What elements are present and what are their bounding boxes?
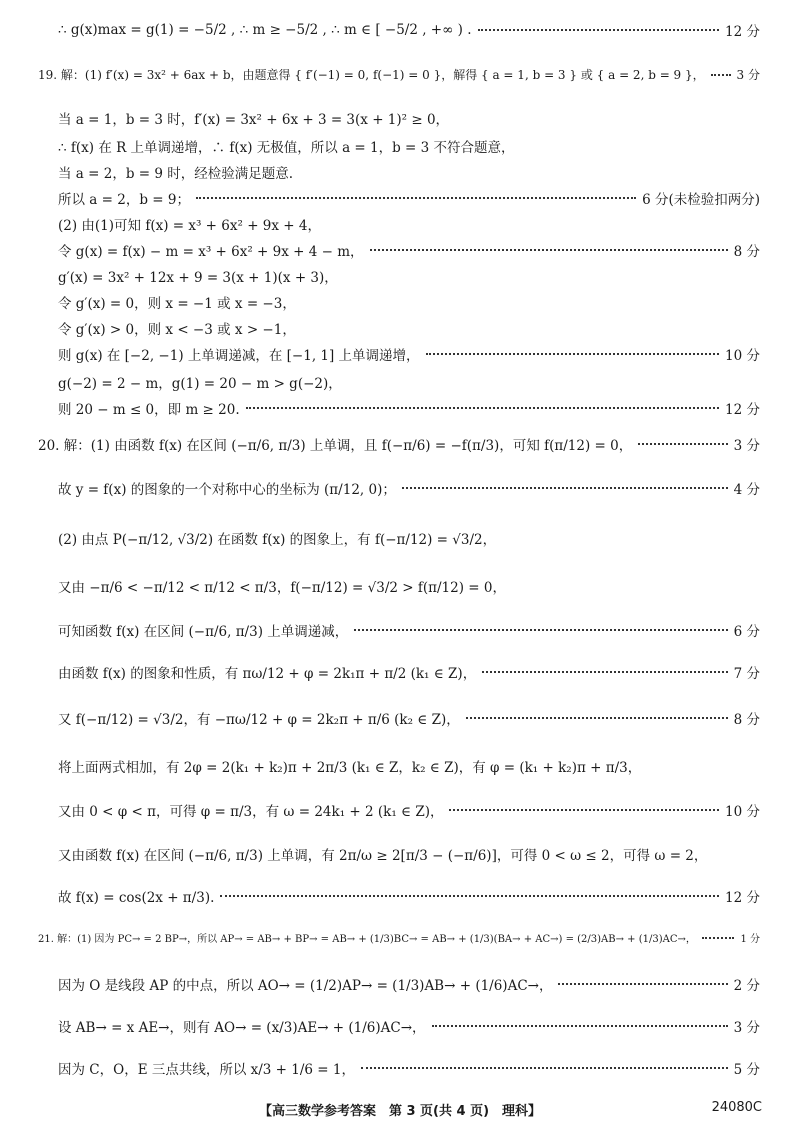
- answer-line: [58, 162, 760, 182]
- line-text: g′(x) = 3x² + 12x + 9 = 3(x + 1)(x + 3)，: [58, 270, 338, 286]
- leader-dots: [482, 671, 727, 673]
- line-text: 故 f(x) = cos(2x + π/3).: [58, 890, 215, 906]
- score-label: 6 分(未检验扣两分): [642, 192, 760, 208]
- answer-line: [58, 620, 760, 640]
- answer-line: [58, 708, 760, 728]
- answer-line: [58, 292, 760, 312]
- leader-dots: [638, 443, 727, 445]
- score-label: 12 分: [725, 402, 760, 418]
- answer-line: [58, 398, 760, 418]
- footer-code: 24080C: [711, 1100, 762, 1115]
- leader-dots: [402, 487, 728, 489]
- score-label: 3 分: [733, 438, 760, 454]
- answer-line: [58, 756, 760, 776]
- score-label: 4 分: [733, 482, 760, 498]
- score-label: 8 分: [733, 244, 760, 260]
- score-label: 5 分: [733, 1062, 760, 1078]
- line-text: 故 y = f(x) 的图象的一个对称中心的坐标为 (π/12, 0)；: [58, 482, 396, 498]
- answer-line: [58, 318, 760, 338]
- leader-dots: [370, 249, 728, 251]
- line-text: 可知函数 f(x) 在区间 (−π/6, π/3) 上单调递减，: [58, 624, 349, 640]
- answer-line: [58, 372, 760, 392]
- score-label: 3 分: [736, 68, 760, 82]
- line-text: 又由 0 < φ < π，可得 φ = π/3，有 ω = 24k₁ + 2 (k₁ ∈ Z)，: [58, 804, 444, 820]
- line-text: 则 20 − m ≤ 0，即 m ≥ 20.: [58, 402, 240, 418]
- line-text: (2) 由点 P(−π/12, √3/2) 在函数 f(x) 的图象上，有 f(−π/12) = √3/2，: [58, 532, 497, 548]
- leader-dots: [466, 717, 728, 719]
- leader-dots: [449, 809, 719, 811]
- answer-line: [58, 266, 760, 286]
- line-text: 则 g(x) 在 [−2, −1) 上单调递减，在 [−1, 1] 上单调递增，: [58, 348, 420, 364]
- answer-line: [58, 1016, 760, 1036]
- line-text: 又由 −π/6 < −π/12 < π/12 < π/3，f(−π/12) = √3/2 > f(π/12) = 0，: [58, 580, 506, 596]
- answer-line: [38, 66, 760, 83]
- leader-dots: [558, 983, 727, 985]
- line-text: 令 g′(x) = 0，则 x = −1 或 x = −3，: [58, 296, 296, 312]
- page-footer: [0, 1100, 800, 1120]
- answer-line: [58, 240, 760, 260]
- leader-dots: [361, 1067, 728, 1069]
- answer-line: [58, 662, 760, 682]
- line-text: 令 g′(x) > 0，则 x < −3 或 x > −1，: [58, 322, 296, 338]
- leader-dots: [246, 407, 719, 409]
- leader-dots: [220, 895, 719, 897]
- line-text: 因为 C，O，E 三点共线，所以 x/3 + 1/6 = 1，: [58, 1062, 355, 1078]
- answer-line: [58, 478, 760, 498]
- answer-line: [58, 1058, 760, 1078]
- answer-line: [58, 188, 760, 208]
- answer-line: [58, 800, 760, 820]
- answer-line: [58, 214, 760, 234]
- score-label: 7 分: [733, 666, 760, 682]
- answer-line: [58, 136, 760, 156]
- answer-line: [58, 576, 760, 596]
- answer-line: [58, 974, 760, 994]
- score-label: 12 分: [725, 24, 760, 40]
- line-text: (2) 由(1)可知 f(x) = x³ + 6x² + 9x + 4，: [58, 218, 321, 234]
- score-label: 3 分: [733, 1020, 760, 1036]
- score-label: 10 分: [725, 804, 760, 820]
- line-text: 设 AB→ = x AE→，则有 AO→ = (x/3)AE→ + (1/6)AC→，: [58, 1020, 426, 1036]
- answer-line: [38, 434, 760, 454]
- answer-line: [58, 886, 760, 906]
- line-text: 又 f(−π/12) = √3/2，有 −πω/12 + φ = 2k₂π + π/6 (k₂ ∈ Z)，: [58, 712, 460, 728]
- leader-dots: [426, 353, 719, 355]
- line-text: 将上面两式相加，有 2φ = 2(k₁ + k₂)π + 2π/3 (k₁ ∈ Z，k₂ ∈ Z)，有 φ = (k₁ + k₂)π + π/3，: [58, 760, 642, 776]
- score-label: 8 分: [733, 712, 760, 728]
- score-label: 2 分: [733, 978, 760, 994]
- line-text: 20. 解：(1) 由函数 f(x) 在区间 (−π/6, π/3) 上单调，且 f(−π/6) = −f(π/3)，可知 f(π/12) = 0，: [38, 438, 633, 454]
- line-text: 19. 解：(1) f′(x) = 3x² + 6ax + b，由题意得 { f′(−1) = 0, f(−1) = 0 }，解得 { a = 1, b = 3 } 或 { a = 2, b = 9 }，: [38, 68, 705, 82]
- leader-dots: [196, 197, 636, 199]
- line-text: 因为 O 是线段 AP 的中点，所以 AO→ = (1/2)AP→ = (1/3)AB→ + (1/6)AC→，: [58, 978, 553, 994]
- score-label: 6 分: [733, 624, 760, 640]
- line-text: 又由函数 f(x) 在区间 (−π/6, π/3) 上单调，有 2π/ω ≥ 2[π/3 − (−π/6)]，可得 0 < ω ≤ 2，可得 ω = 2，: [58, 848, 708, 864]
- answer-line: [58, 528, 760, 548]
- line-text: 令 g(x) = f(x) − m = x³ + 6x² + 9x + 4 − m，: [58, 244, 364, 260]
- leader-dots: [432, 1025, 728, 1027]
- answer-line: [58, 108, 760, 128]
- answer-line: [58, 344, 760, 364]
- leader-dots: [711, 74, 731, 76]
- leader-dots: [478, 29, 720, 31]
- line-text: 当 a = 2，b = 9 时，经检验满足题意.: [58, 166, 294, 182]
- footer-title: 【高三数学参考答案 第 3 页(共 4 页) 理科】: [258, 1104, 542, 1119]
- line-text: 由函数 f(x) 的图象和性质，有 πω/12 + φ = 2k₁π + π/2 (k₁ ∈ Z)，: [58, 666, 477, 682]
- score-label: 1 分: [740, 934, 760, 945]
- leader-dots: [354, 629, 727, 631]
- line-text: 21. 解：(1) 因为 PC→ = 2 BP→，所以 AP→ = AB→ + BP→ = AB→ + (1/3)BC→ = AB→ + (1/3)(BA→ + AC→) = (2/3)AB→ + (1/3)AC→，: [38, 934, 696, 945]
- line-text: g(−2) = 2 − m，g(1) = 20 − m > g(−2)，: [58, 376, 342, 392]
- answer-line: [58, 844, 760, 864]
- answer-line: [38, 930, 760, 945]
- line-text: 当 a = 1，b = 3 时，f′(x) = 3x² + 6x + 3 = 3(x + 1)² ≥ 0，: [58, 112, 450, 128]
- line-text: 所以 a = 2，b = 9；: [58, 192, 190, 208]
- leader-dots: [702, 937, 735, 939]
- score-label: 10 分: [725, 348, 760, 364]
- score-label: 12 分: [725, 890, 760, 906]
- line-text: ∴ f(x) 在 R 上单调递增，∴ f(x) 无极值，所以 a = 1，b = 3 不符合题意，: [58, 140, 515, 156]
- answer-line: [58, 20, 760, 40]
- line-text: ∴ g(x)max = g(1) = −5/2 , ∴ m ≥ −5/2 , ∴ m ∈ [ −5/2 , +∞ ) .: [58, 22, 472, 38]
